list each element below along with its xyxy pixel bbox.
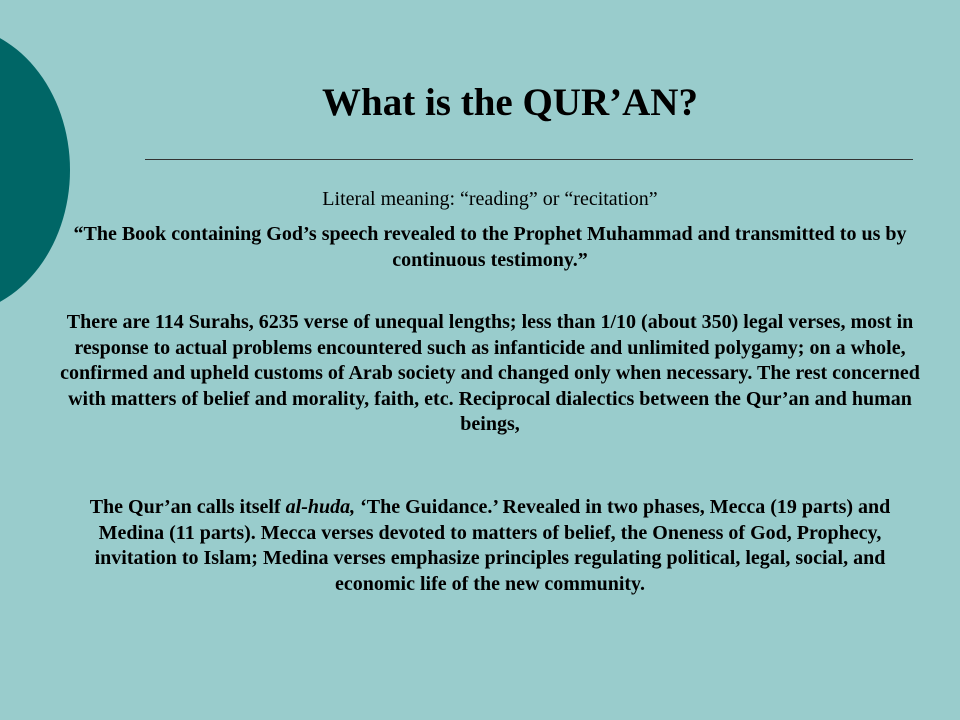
guidance-paragraph-intro: The Qur’an calls itself [89,496,286,518]
guidance-paragraph [60,495,920,597]
surahs-paragraph: There are 114 Surahs, 6235 verse of unequal lengths; less than 1/10 (about 350) legal verses, most in response to actual problems encountered such as infanticide and unlimited polygamy; on a whole, confirmed and upheld customs of Arab society and changed only when necessary. The rest concerned with matters of belief and morality, faith, etc. Reciprocal dialectics between the Qur’an and human beings, [60,311,920,435]
literal-meaning-text: Literal meaning: “reading” or “recitation” [322,188,658,210]
definition-quote: “The Book containing God’s speech revealed to the Prophet Muhammad and transmitted to us by continuous testimony.” [73,223,907,271]
slide-title: What is the QUR’AN? [322,81,698,124]
guidance-paragraph-rest: ‘The Guidance.’ Revealed in two phases, Mecca (19 parts) and Medina (11 parts). Mecca verses devoted to matters of belief, the Oneness of God, Prophecy, invitation to Islam; Medina verses emphasize principles regulating political, legal, social, and economic life of the new community. [94,496,891,595]
title-divider [145,159,913,160]
al-huda-term: al-huda, [285,496,356,518]
